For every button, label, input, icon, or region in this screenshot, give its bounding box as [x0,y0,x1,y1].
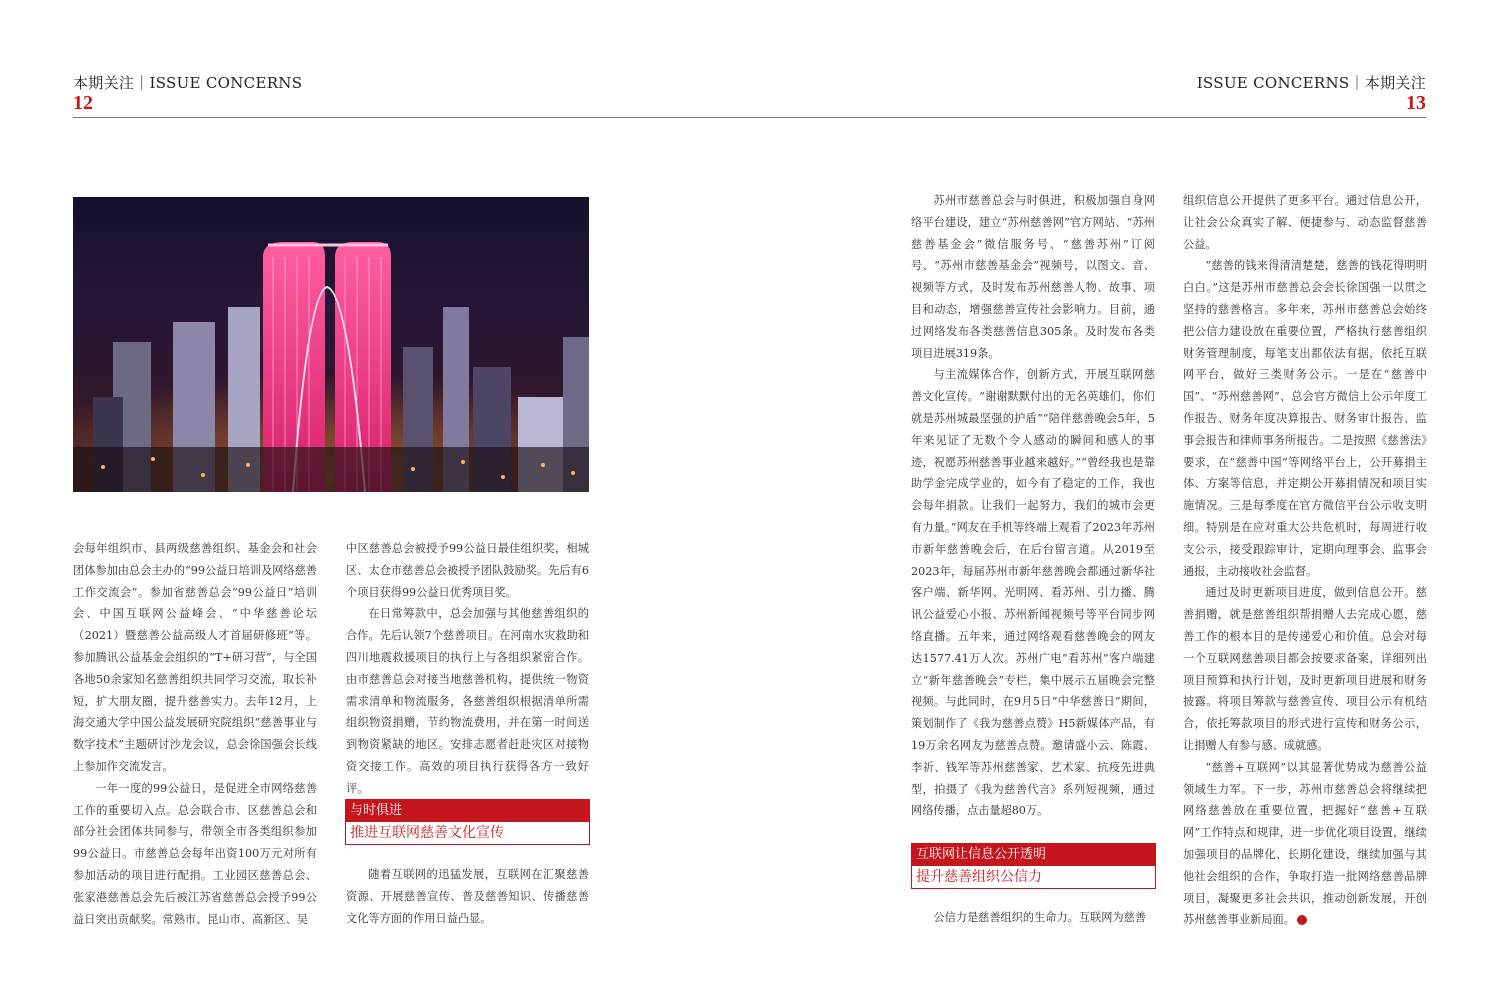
section-title: 推进互联网慈善文化宣传 [346,822,589,844]
text-column-3-continued [911,907,1155,929]
city-night-photo [73,197,589,492]
text-column-1 [73,538,317,930]
paragraph: 会每年组织市、县两级慈善组织、基金会和社会团体参加由总会主办的“99公益日培训及网络慈善工作交流会”。参加省慈善总会“99公益日”培训会、中国互联网公益峰会、“中华慈善论坛（2021）暨慈善公益高级人才首届研修班”等。参加腾讯公益基金会组织的“T+研习营”，与全国各地50余家知名慈善组织共同学习交流，取长补短，扩大朋友圈，提升慈善实力。去年12月，上海交通大学中国公益发展研究院组织“慈善事业与数字技术”主题研讨沙龙会议，总会徐国强会长线上参加作交流发言。 [73,542,317,773]
text-column-3 [911,190,1155,822]
page-number-left: 12 [73,92,93,114]
header-rule [73,117,1426,118]
paragraph-final [1183,757,1427,931]
text-column-4 [1183,190,1427,931]
paragraph: 通过及时更新项目进度，做到信息公开。慈善捐赠，就是慈善组织帮捐赠人去完成心愿，慈善工作的根本目的是传递爱心和价值。总会对每一个互联网慈善项目都会按要求备案，详细列出项目预算和执行计划，及时更新项目进展和财务披露。将项目筹款与慈善宣传、项目公示有机结合，依托筹款项目的形式进行宣传和财务公示，让捐赠人有参与感、成就感。 [1183,586,1427,752]
paragraph: 组织信息公开提供了更多平台。通过信息公开，让社会公众真实了解、便捷参与、动态监督慈善公益。 [1183,194,1427,251]
paragraph: 苏州市慈善总会与时俱进，积极加强自身网络平台建设，建立“苏州慈善网”官方网站、“苏州慈善基金会”微信服务号、“慈善苏州”订阅号、“苏州市慈善基金会”视频号，以图文、音、视频等方式，及时发布苏州慈善人物、故事、项目和动态，增强慈善宣传社会影响力。目前，通过网络发布各类慈善信息305条。及时发布各类项目进展319条。 [911,194,1155,360]
paragraph: 中区慈善总会被授予99公益日最佳组织奖，相城区、太仓市慈善总会被授予团队鼓励奖。先后有6个项目获得99公益日优秀项目奖。 [346,542,589,599]
city-night-skyline-icon [73,197,589,492]
section-heading-1 [345,799,590,845]
running-header-left: 本期关注｜ISSUE CONCERNS [73,74,303,92]
section-kicker: 与时俱进 [346,800,589,822]
end-mark-icon: 慈 [1297,915,1307,925]
paragraph: 一年一度的99公益日，是促进全市网络慈善工作的重要切入点。总会联合市、区慈善总会和部分社会团体共同参与，带领全市各类组织参加99公益日。市慈善总会每年出资100万元对所有参加活动的项目进行配捐。工业园区慈善总会、张家港慈善总会先后被江苏省慈善总会授予99公益日突出贡献奖。常熟市、昆山市、高新区、吴 [73,781,317,926]
paragraph: 与主流媒体合作，创新方式，开展互联网慈善文化宣传。“谢谢默默付出的无名英雄们，你们就是苏州城最坚强的护盾”“陪伴慈善晚会5年，5年来见证了无数个令人感动的瞬间和感人的事迹，祝愿苏州慈善事业越来越好。”“曾经我也是靠助学金完成学业的，如今有了稳定的工作，我也会每年捐款。让我们一起努力，我们的城市会更有力量。”网友在手机等终端上观看了2023年苏州市新年慈善晚会后，在后台留言道。从2019至2023年，每届苏州市新年慈善晚会都通过新华社客户端、新华网、光明网、看苏州、引力播、腾讯公益爱心小报、苏州新闻视频号等平台同步网络直播。五年来，通过网络观看慈善晚会的网友达1577.41万人次。苏州广电“看苏州”客户端建立“新年慈善晚会”专栏，集中展示五届晚会完整视频。与此同时，在9月5日“中华慈善日”期间，策划制作了《我为慈善点赞》H5新媒体产品，有19万余名网友为慈善点赞。邀请盛小云、陈霞、李祈、钱军等苏州慈善家、艺术家、抗疫先进典型，拍摄了《我为慈善代言》系列短视频，通过网络传播，点击量超80万。 [911,368,1155,818]
running-header-right: ISSUE CONCERNS｜本期关注 [1196,74,1426,92]
page-number-right: 13 [1406,92,1426,114]
paragraph: 随着互联网的迅猛发展，互联网在汇聚慈善资源、开展慈善宣传、普及慈善知识、传播慈善文化等方面的作用日益凸显。 [346,868,589,925]
paragraph-text: “慈善+互联网”以其显著优势成为慈善公益领域生力军。下一步，苏州市慈善总会将继续把网络慈善放在重要位置，把握好“慈善+互联网”工作特点和规律，进一步优化项目设置，继续加强项目的品牌化、长期化建设，继续加强与其他社会组织的合作，争取打造一批网络慈善品牌项目，凝聚更多社会共识，推动创新发展，开创苏州慈善事业新局面。 [1183,760,1427,927]
text-column-2-continued [346,864,589,929]
paragraph: 在日常筹款中，总会加强与其他慈善组织的合作。先后认领7个慈善项目。在河南水灾救助和四川地震救援项目的执行上与各组织紧密合作。由市慈善总会对接当地慈善机构，提供统一物资需求清单和物流服务，各慈善组织根据清单所需组织物资捐赠，节约物流费用，并在第一时间送到物资紧缺的地区。安排志愿者赶赴灾区对接物资交接工作。高效的项目执行获得各方一致好评。 [346,607,589,795]
paragraph: 公信力是慈善组织的生命力。互联网为慈善 [933,911,1146,924]
section-kicker: 互联网让信息公开透明 [912,844,1155,866]
text-column-2 [346,538,589,800]
section-title: 提升慈善组织公信力 [912,866,1155,888]
section-heading-2 [911,843,1156,889]
paragraph: “慈善的钱来得清清楚楚，慈善的钱花得明明白白。”这是苏州市慈善总会会长徐国强一以贯之坚持的慈善格言。多年来，苏州市慈善总会始终把公信力建设放在重要位置，严格执行慈善组织财务管理制度，每笔支出都依法有据，依托互联网平台，做好三类财务公示。一是在“慈善中国”、“苏州慈善网”、总会官方微信上公示年度工作报告、财务年度决算报告、财务审计报告、监事会报告和律师事务所报告。二是按照《慈善法》要求，在“慈善中国”等网络平台上，公开募捐主体、方案等信息，并定期公开募捐情况和项目实施情况。三是每季度在官方微信平台公示收支明细。特别是在应对重大公共危机时，每周进行收支公示，接受跟踪审计，定期向理事会、监事会通报，主动接收社会监督。 [1183,259,1427,578]
